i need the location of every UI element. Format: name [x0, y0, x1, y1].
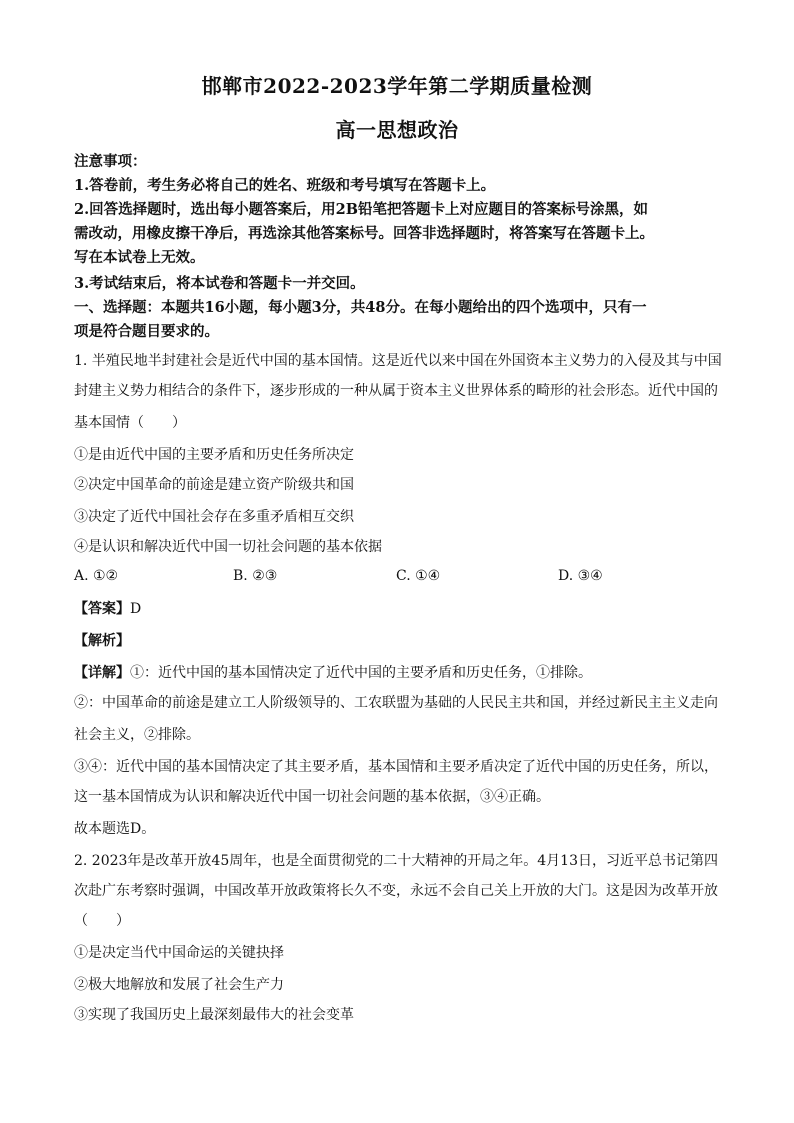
q1-detail-line: 这一基本国情成为认识和解决近代中国一切社会问题的基本依据，③④正确。	[74, 789, 550, 805]
q1-analysis-heading	[74, 630, 130, 650]
answer-value: D	[130, 601, 142, 617]
q1-statement: ②决定中国革命的前途是建立资产阶级共和国	[74, 477, 354, 493]
q1-statement: ④是认识和解决近代中国一切社会问题的基本依据	[74, 539, 382, 555]
q1-stem-line: 1. 半殖民地半封建社会是近代中国的基本国情。这是近代以来中国在外国资本主义势力的入侵及其与中国	[74, 353, 722, 369]
q1-detail-line: ③④：近代中国的基本国情决定了其主要矛盾，基本国情和主要矛盾决定了近代中国的历史任务，所以，	[74, 759, 718, 775]
q1-option-b: B. ②③	[233, 568, 278, 584]
q2-statement: ③实现了我国历史上最深刻最伟大的社会变革	[74, 1007, 354, 1023]
q1-option-a: A. ①②	[74, 568, 119, 584]
notice-line: 2.回答选择题时，选出每小题答案后，用2B铅笔把答题卡上对应题目的答案标号涂黑，如	[74, 201, 648, 218]
q1-statement: ③决定了近代中国社会存在多重矛盾相互交织	[74, 509, 354, 525]
q1-detail-line: 故本题选D。	[74, 821, 156, 837]
q1-stem-line: 封建主义势力相结合的条件下，逐步形成的一种从属于资本主义世界体系的畸形的社会形态。近代中国的	[74, 383, 718, 399]
notice-line: 3.考试结束后，将本试卷和答题卡一并交回。	[74, 275, 365, 292]
notice-line: 1.答卷前，考生务必将自己的姓名、班级和考号填写在答题卡上。	[74, 177, 496, 194]
q1-answer	[74, 598, 141, 618]
notice-heading: 注意事项：	[74, 153, 147, 170]
notice-line: 写在本试卷上无效。	[74, 249, 205, 266]
q1-option-d: D. ③④	[558, 568, 603, 584]
analysis-tag: 【解析】	[74, 633, 130, 649]
q1-option-c: C. ①④	[396, 568, 441, 584]
q2-statement: ①是决定当代中国命运的关键抉择	[74, 945, 284, 961]
q2-statement: ②极大地解放和发展了社会生产力	[74, 977, 284, 993]
q1-statement: ①是由近代中国的主要矛盾和历史任务所决定	[74, 447, 354, 463]
answer-tag: 【答案】	[74, 601, 130, 617]
page-title: 邯郸市2022-2023学年第二学期质量检测	[201, 74, 593, 98]
section-heading: 项是符合题目要求的。	[74, 323, 219, 340]
q1-stem-line: 基本国情（ ）	[74, 415, 186, 431]
q2-stem-line: （ ）	[74, 913, 130, 929]
q1-detail-line: ②：中国革命的前途是建立工人阶级领导的、工农联盟为基础的人民民主共和国，并经过新民主主义走向	[74, 695, 718, 711]
page-subtitle: 高一思想政治	[335, 118, 459, 142]
q1-detail-line: 社会主义，②排除。	[74, 727, 200, 743]
section-heading: 一、选择题：本题共16小题，每小题3分，共48分。在每小题给出的四个选项中，只有一	[74, 299, 647, 316]
q1-detail-line	[74, 662, 592, 682]
detail-text: ①：近代中国的基本国情决定了近代中国的主要矛盾和历史任务，①排除。	[130, 665, 592, 681]
q2-stem-line: 次赴广东考察时强调，中国改革开放政策将长久不变，永远不会自己关上开放的大门。这是因为改革开放	[74, 883, 718, 899]
notice-line: 需改动，用橡皮擦干净后，再选涂其他答案标号。回答非选择题时，将答案写在答题卡上。	[74, 225, 654, 242]
detail-tag: 【详解】	[74, 665, 130, 681]
q2-stem-line: 2. 2023年是改革开放45周年，也是全面贯彻党的二十大精神的开局之年。4月13日，习近平总书记第四	[74, 853, 718, 869]
